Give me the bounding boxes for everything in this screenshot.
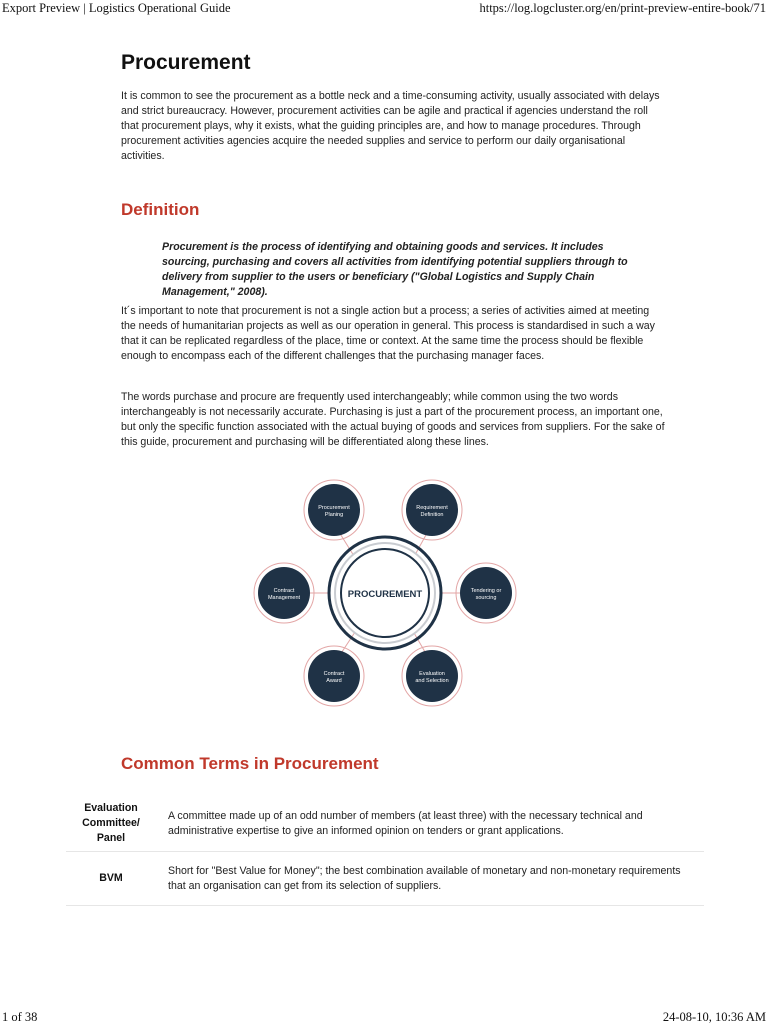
diagram-node-contract-award [304,646,364,706]
term-description: Short for "Best Value for Money"; the best combination available of monetary and non-monetary requirements that an organisation can get from its selection of suppliers. [168,864,681,892]
diagram-node-label: Procurement [318,505,350,511]
term-name-line: Committee/ [82,817,140,829]
diagram-node-label: Award [326,678,342,684]
definition-paragraph-2: The words purchase and procure are frequently used interchangeably; while common using the two words interchangeably is not necessarily accurate. Purchasing is just a part of the procurement process, an important one, but only the specific function associated with the actual buying of goods and services from suppliers. For the sake of this guide, procurement and purchasing will be differentiated along these lines. [121,391,665,448]
diagram-node-label: Planing [324,512,344,518]
diagram-node-contract-management [254,563,314,623]
table-row [66,852,704,906]
definition-heading: Definition [121,200,200,219]
print-footer-datetime: 24-08-10, 10:36 AM [662,1010,766,1024]
print-header-title: Export Preview | Logistics Operational Guide [2,1,231,15]
print-header-url: https://log.logcluster.org/en/print-preview-entire-book/71 [479,1,766,15]
print-footer-page: 1 of 38 [2,1010,38,1024]
diagram-node-label: and Selection [415,678,449,684]
term-name [66,871,156,886]
term-name-line: Evaluation [84,802,138,814]
diagram-node-label: Evaluation [419,671,445,677]
term-name-line: BVM [99,872,123,884]
diagram-node-label: Management [267,595,301,601]
definition-paragraph-1: It´s important to note that procurement is not a single action but a process; a series of activities aimed at meeting the needs of humanitarian projects as well as our operation in general. This process is standardised in such a way that it can be replicated regardless of the place, time or context. At the same time the process should be flexible enough to encompass each of the different challenges that the purchasing manager faces. [121,305,655,362]
diagram-center [329,537,441,649]
procurement-cycle-diagram [250,476,520,712]
diagram-node-evaluation-selection [402,646,462,706]
diagram-node-label: Definition [420,512,444,518]
intro-paragraph: It is common to see the procurement as a bottle neck and a time-consuming activity, usually associated with delays and strict bureaucracy. However, procurement activities can be agile and practical if agencies understand the roll that procurement plays, why it exists, what the guiding principles are, and how to manage procedures. Through procurement activities agencies acquire the needed supplies and service to perform our daily organisational activities. [121,90,660,162]
diagram-center-label: PROCUREMENT [347,589,423,600]
diagram-node-requirement-definition [402,480,462,540]
table-row [66,796,704,852]
diagram-node-label: sourcing [475,595,497,601]
term-description: A committee made up of an odd number of members (at least three) with the necessary technical and administrative expertise to give an informed opinion on tenders or grant applications. [168,809,643,837]
page-title: Procurement [121,51,251,74]
terms-table [66,796,704,906]
common-terms-heading: Common Terms in Procurement [121,754,379,773]
diagram-node-label: Tendering or [470,588,502,594]
diagram-node-tendering-sourcing [456,563,516,623]
definition-quote: Procurement is the process of identifying and obtaining goods and services. It includes sourcing, purchasing and covers all activities from identifying potential suppliers through to delivery from supplier to the users or beneficiary ("Global Logistics and Supply Chain Management," 2008). [162,241,628,298]
diagram-node-label: Contract [323,671,345,677]
diagram-node-procurement-planing [304,480,364,540]
term-name [66,801,156,846]
diagram-node-label: Requirement [416,505,448,511]
diagram-node-label: Contract [273,588,295,594]
term-name-line: Panel [96,832,126,844]
